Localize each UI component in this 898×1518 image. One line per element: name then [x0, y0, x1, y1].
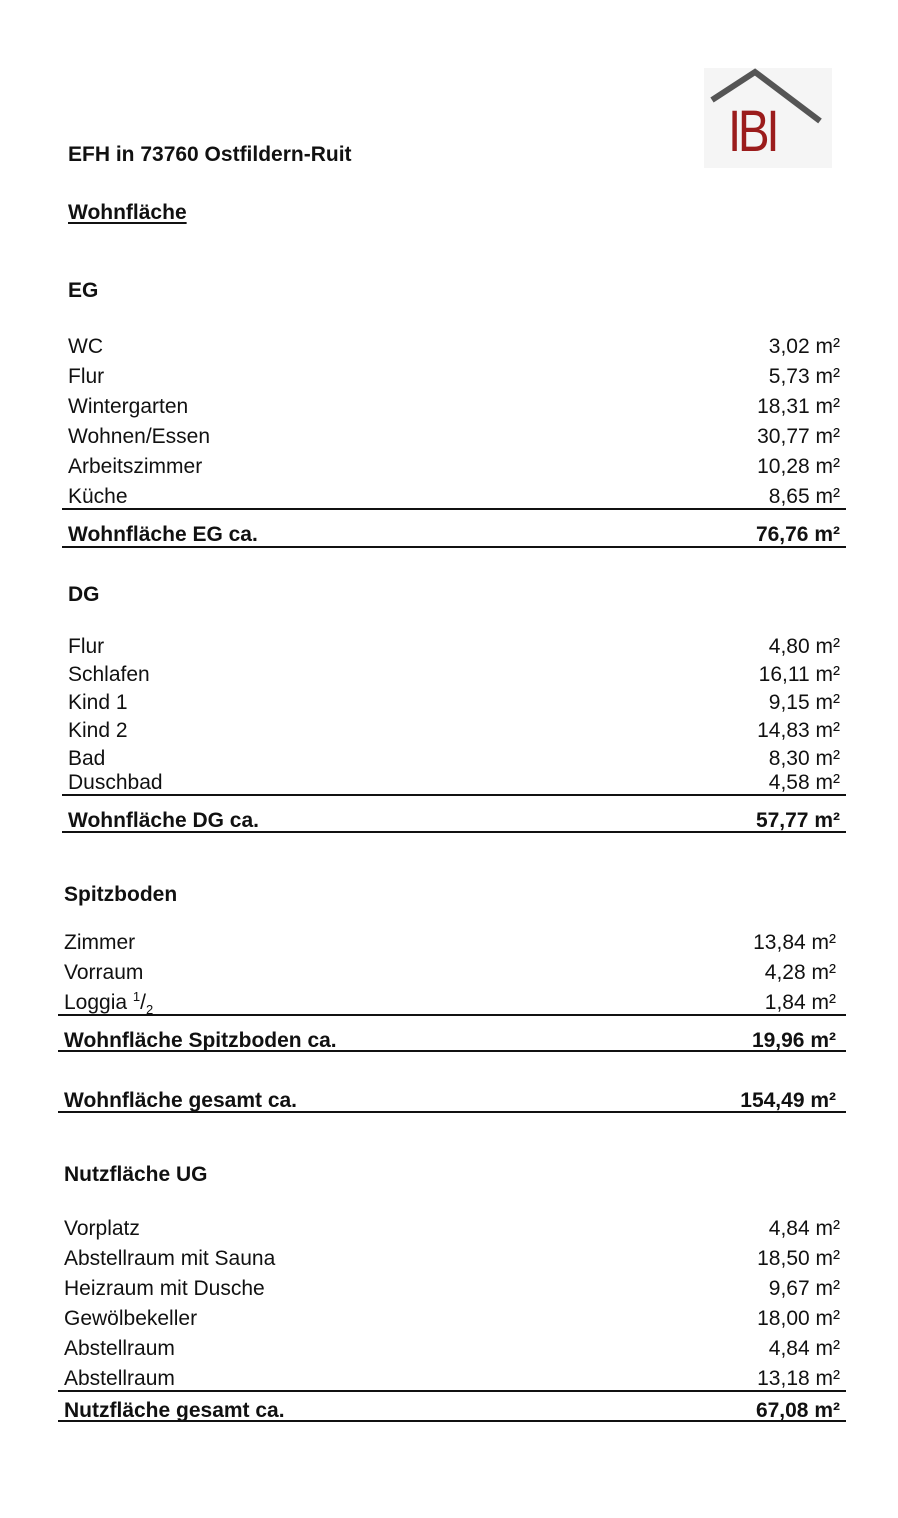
- ug-row-value: 18,50 m²: [757, 1247, 840, 1270]
- ug-row-name: Gewölbekeller: [64, 1307, 198, 1330]
- spitzboden-row-value: 4,28 m²: [764, 961, 836, 984]
- spitzboden-row-value: 1,84 m²: [764, 991, 836, 1014]
- fraction-denominator: 2: [145, 1002, 154, 1018]
- eg-row-value: 8,65 m²: [768, 485, 840, 508]
- spitzboden-row-name-loggia: Loggia $^1/_2$: [64, 989, 154, 1018]
- eg-row-name: Wohnen/Essen: [68, 425, 211, 448]
- dg-row-value: 9,15 m²: [768, 691, 840, 714]
- dg-row-value: 4,58 m²: [768, 771, 840, 794]
- spitzboden-row-name: Vorraum: [64, 961, 144, 984]
- ug-row-value: 4,84 m²: [768, 1217, 840, 1240]
- spitzboden-row-value: 13,84 m²: [753, 931, 836, 954]
- dg-row-name: Bad: [68, 747, 106, 770]
- dg-total-top-rule: [62, 794, 846, 796]
- ug-total-label: Nutzfläche gesamt ca.: [64, 1399, 285, 1422]
- dg-row-name: Flur: [68, 635, 105, 658]
- gesamt-value: 154,49 m²: [740, 1089, 836, 1112]
- dg-total-value: 57,77 m²: [755, 809, 840, 832]
- company-logo: [704, 68, 832, 168]
- eg-label: EG: [68, 279, 99, 302]
- eg-row-value: 5,73 m²: [768, 365, 840, 388]
- eg-row-value: 10,28 m²: [757, 455, 840, 478]
- eg-row-value: 18,31 m²: [757, 395, 840, 418]
- ug-row-name: Abstellraum: [64, 1337, 175, 1360]
- dg-row-name: Duschbad: [68, 771, 163, 794]
- ug-row-value: 4,84 m²: [768, 1337, 840, 1360]
- ug-row-value: 18,00 m²: [757, 1307, 840, 1330]
- dg-row-value: 8,30 m²: [768, 747, 840, 770]
- ug-row-value: 13,18 m²: [757, 1367, 840, 1390]
- dg-total-bottom-rule: [62, 831, 846, 833]
- spitzboden-total-value: 19,96 m²: [751, 1029, 836, 1052]
- loggia-label: Loggia: [64, 991, 128, 1014]
- ug-row-name: Abstellraum: [64, 1367, 175, 1390]
- dg-row-value: 14,83 m²: [757, 719, 840, 742]
- ug-total-bottom-rule: [58, 1420, 846, 1422]
- eg-row-name: Küche: [68, 485, 128, 508]
- ug-row-name: Heizraum mit Dusche: [64, 1277, 265, 1300]
- fraction-numerator: 1: [132, 989, 141, 1004]
- eg-row-name: WC: [68, 335, 103, 358]
- page-title: EFH in 73760 Ostfildern-Ruit: [68, 143, 352, 166]
- eg-row-name: Wintergarten: [68, 395, 189, 418]
- gesamt-bottom-rule: [58, 1111, 846, 1113]
- ug-total-top-rule: [58, 1390, 846, 1392]
- eg-total-bottom-rule: [62, 546, 846, 548]
- eg-total-value: 76,76 m²: [755, 523, 840, 546]
- spitzboden-label: Spitzboden: [64, 883, 178, 906]
- dg-row-value: 16,11 m²: [758, 663, 840, 686]
- ug-row-name: Vorplatz: [64, 1217, 140, 1240]
- dg-row-name: Kind 2: [68, 719, 128, 742]
- dg-label: DG: [68, 583, 100, 606]
- gesamt-label: Wohnfläche gesamt ca.: [64, 1089, 298, 1112]
- eg-row-value: 3,02 m²: [768, 335, 840, 358]
- eg-row-name: Arbeitszimmer: [68, 455, 203, 478]
- dg-row-name: Kind 1: [68, 691, 128, 714]
- spitzboden-total-top-rule: [58, 1014, 846, 1016]
- eg-total-top-rule: [62, 508, 846, 510]
- spitzboden-total-bottom-rule: [58, 1050, 846, 1052]
- ug-row-name: Abstellraum mit Sauna: [64, 1247, 276, 1270]
- spitzboden-row-name: Zimmer: [64, 931, 136, 954]
- eg-row-value: 30,77 m²: [757, 425, 840, 448]
- eg-total-label: Wohnfläche EG ca.: [68, 523, 258, 546]
- ug-row-value: 9,67 m²: [768, 1277, 840, 1300]
- dg-row-value: 4,80 m²: [768, 635, 840, 658]
- ug-label: Nutzfläche UG: [64, 1163, 208, 1186]
- eg-row-name: Flur: [68, 365, 105, 388]
- ug-total-value: 67,08 m²: [755, 1399, 840, 1422]
- dg-total-label: Wohnfläche DG ca.: [68, 809, 259, 832]
- spitzboden-total-label: Wohnfläche Spitzboden ca.: [64, 1029, 337, 1052]
- dg-row-name: Schlafen: [68, 663, 150, 686]
- section-heading: Wohnfläche: [68, 201, 187, 224]
- logo-text: IBI: [728, 99, 777, 164]
